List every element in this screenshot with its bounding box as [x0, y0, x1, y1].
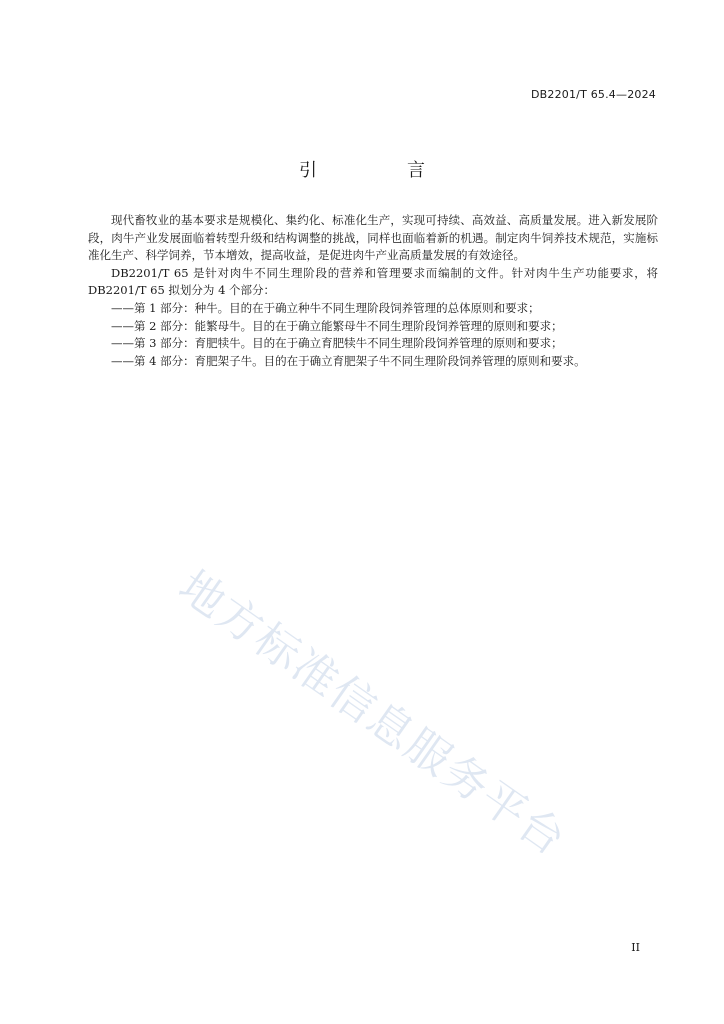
paragraph-intro: 现代畜牧业的基本要求是规模化、集约化、标准化生产，实现可持续、高效益、高质量发展。进入新发展阶段，肉牛产业发展面临着转型升级和结构调整的挑战，同样也面临着新的机遇。制定肉牛饲养技术规范，实施标准化生产、科学饲养，节本增效，提高收益，是促进肉牛产业高质量发展的有效途径。	[88, 213, 658, 263]
page-title: 引 言	[299, 160, 461, 181]
document-code: DB2201/T 65.4—2024	[530, 88, 656, 101]
watermark: 地方标准信息服务平台	[169, 560, 576, 867]
page-number: II	[631, 941, 640, 954]
part-list-item-3: ——第 3 部分：育肥犊牛。目的在于确立育肥犊牛不同生理阶段饲养管理的原则和要求；	[111, 336, 563, 351]
part-list-item-1: ——第 1 部分：种牛。目的在于确立种牛不同生理阶段饲养管理的总体原则和要求；	[111, 300, 540, 315]
part-list-item-4: ——第 4 部分：育肥架子牛。目的在于确立育肥架子牛不同生理阶段饲养管理的原则和要求。	[111, 353, 586, 368]
document-body	[88, 212, 658, 370]
paragraph-structure: DB2201/T 65 是针对肉牛不同生理阶段的营养和管理要求而编制的文件。针对肉牛生产功能要求，将 DB2201/T 65 拟划分为 4 个部分：	[88, 265, 658, 298]
part-list-item-2: ——第 2 部分：能繁母牛。目的在于确立能繁母牛不同生理阶段饲养管理的原则和要求；	[111, 318, 563, 333]
